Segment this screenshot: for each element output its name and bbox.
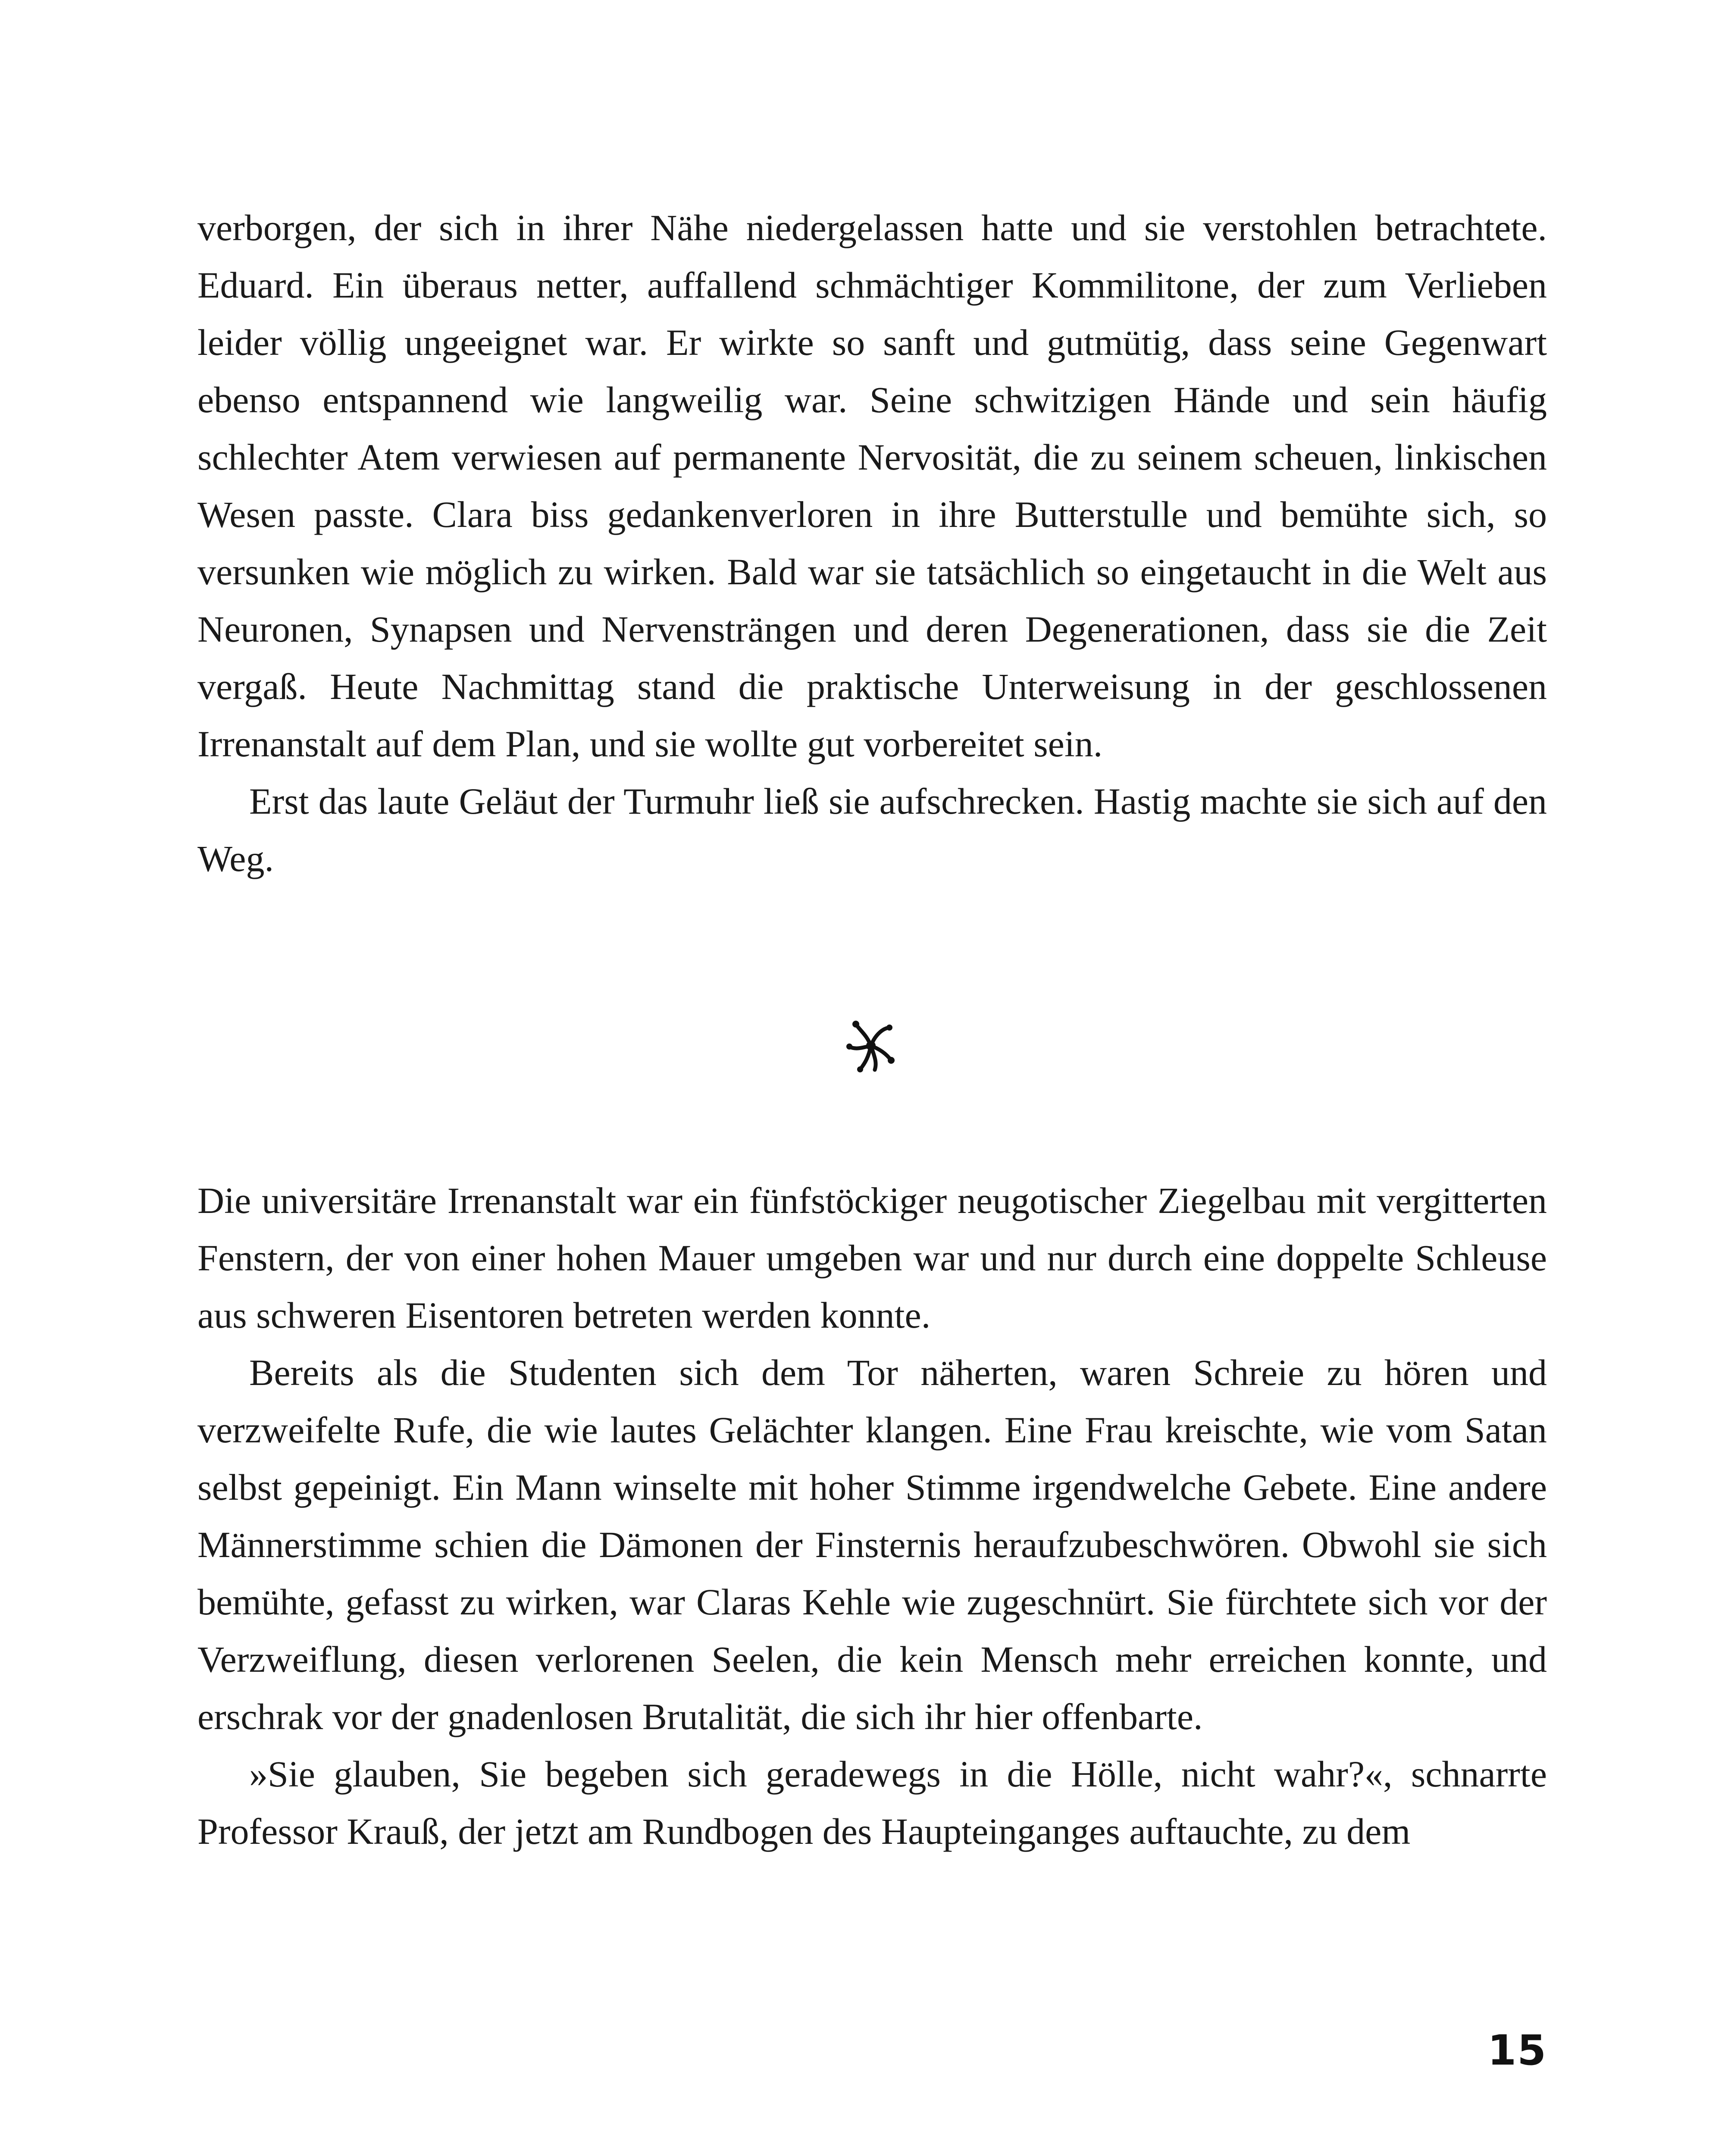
- page-number: 15: [1487, 2026, 1547, 2075]
- text-section-2: [197, 1172, 1547, 1860]
- paragraph: verborgen, der sich in ihrer Nähe niedergelassen hatte und sie verstohlen betrachtete. Eduard. Ein überaus netter, auffallend schmächtiger Kommilitone, der zum Verlieben leider völlig ungeeignet war. Er wirkte so sanft und gutmütig, dass seine Gegenwart ebenso entspannend wie langweilig war. Seine schwitzigen Hände und sein häufig schlechter Atem verwiesen auf permanente Nervosität, die zu seinem scheuen, linkischen Wesen passte. Clara biss gedankenverloren in ihre Butterstulle und bemühte sich, so versunken wie möglich zu wirken. Bald war sie tatsächlich so eingetaucht in die Welt aus Neuronen, Synapsen und Nervensträngen und deren Degenerationen, dass sie die Zeit vergaß. Heute Nachmittag stand die praktische Unterweisung in der geschlossenen Irrenanstalt auf dem Plan, und sie wollte gut vorbereitet sein.: [197, 207, 1547, 765]
- paragraph: »Sie glauben, Sie begeben sich geradewegs in die Hölle, nicht wahr?«, schnarrte Professor Krauß, der jetzt am Rundbogen des Haupteinganges auftauchte, zu dem: [197, 1753, 1547, 1852]
- floral-asterism-icon: [843, 1015, 899, 1076]
- paragraph: Erst das laute Geläut der Turmuhr ließ sie aufschrecken. Hastig machte sie sich auf den Weg.: [197, 780, 1547, 879]
- text-section-1: [197, 199, 1547, 887]
- paragraph: Die universitäre Irrenanstalt war ein fünfstöckiger neugotischer Ziegelbau mit vergitterten Fenstern, der von einer hohen Mauer umgeben war und nur durch eine doppelte Schleuse aus schweren Eisentoren betreten werden konnte.: [197, 1180, 1547, 1336]
- floral-asterism-svg: [843, 1015, 899, 1076]
- paragraph: Bereits als die Studenten sich dem Tor näherten, waren Schreie zu hören und verzweifelte Rufe, die wie lautes Gelächter klangen. Eine Frau kreischte, wie vom Satan selbst gepeinigt. Ein Mann winselte mit hoher Stimme irgendwelche Gebete. Eine andere Männerstimme schien die Dämonen der Finsternis heraufzubeschwören. Obwohl sie sich bemühte, gefasst zu wirken, war Claras Kehle wie zugeschnürt. Sie fürchtete sich vor der Verzweiflung, diesen verlorenen Seelen, die kein Mensch mehr erreichen konnte, und erschrak vor der gnadenlosen Brutalität, die sich ihr hier offenbarte.: [197, 1352, 1547, 1737]
